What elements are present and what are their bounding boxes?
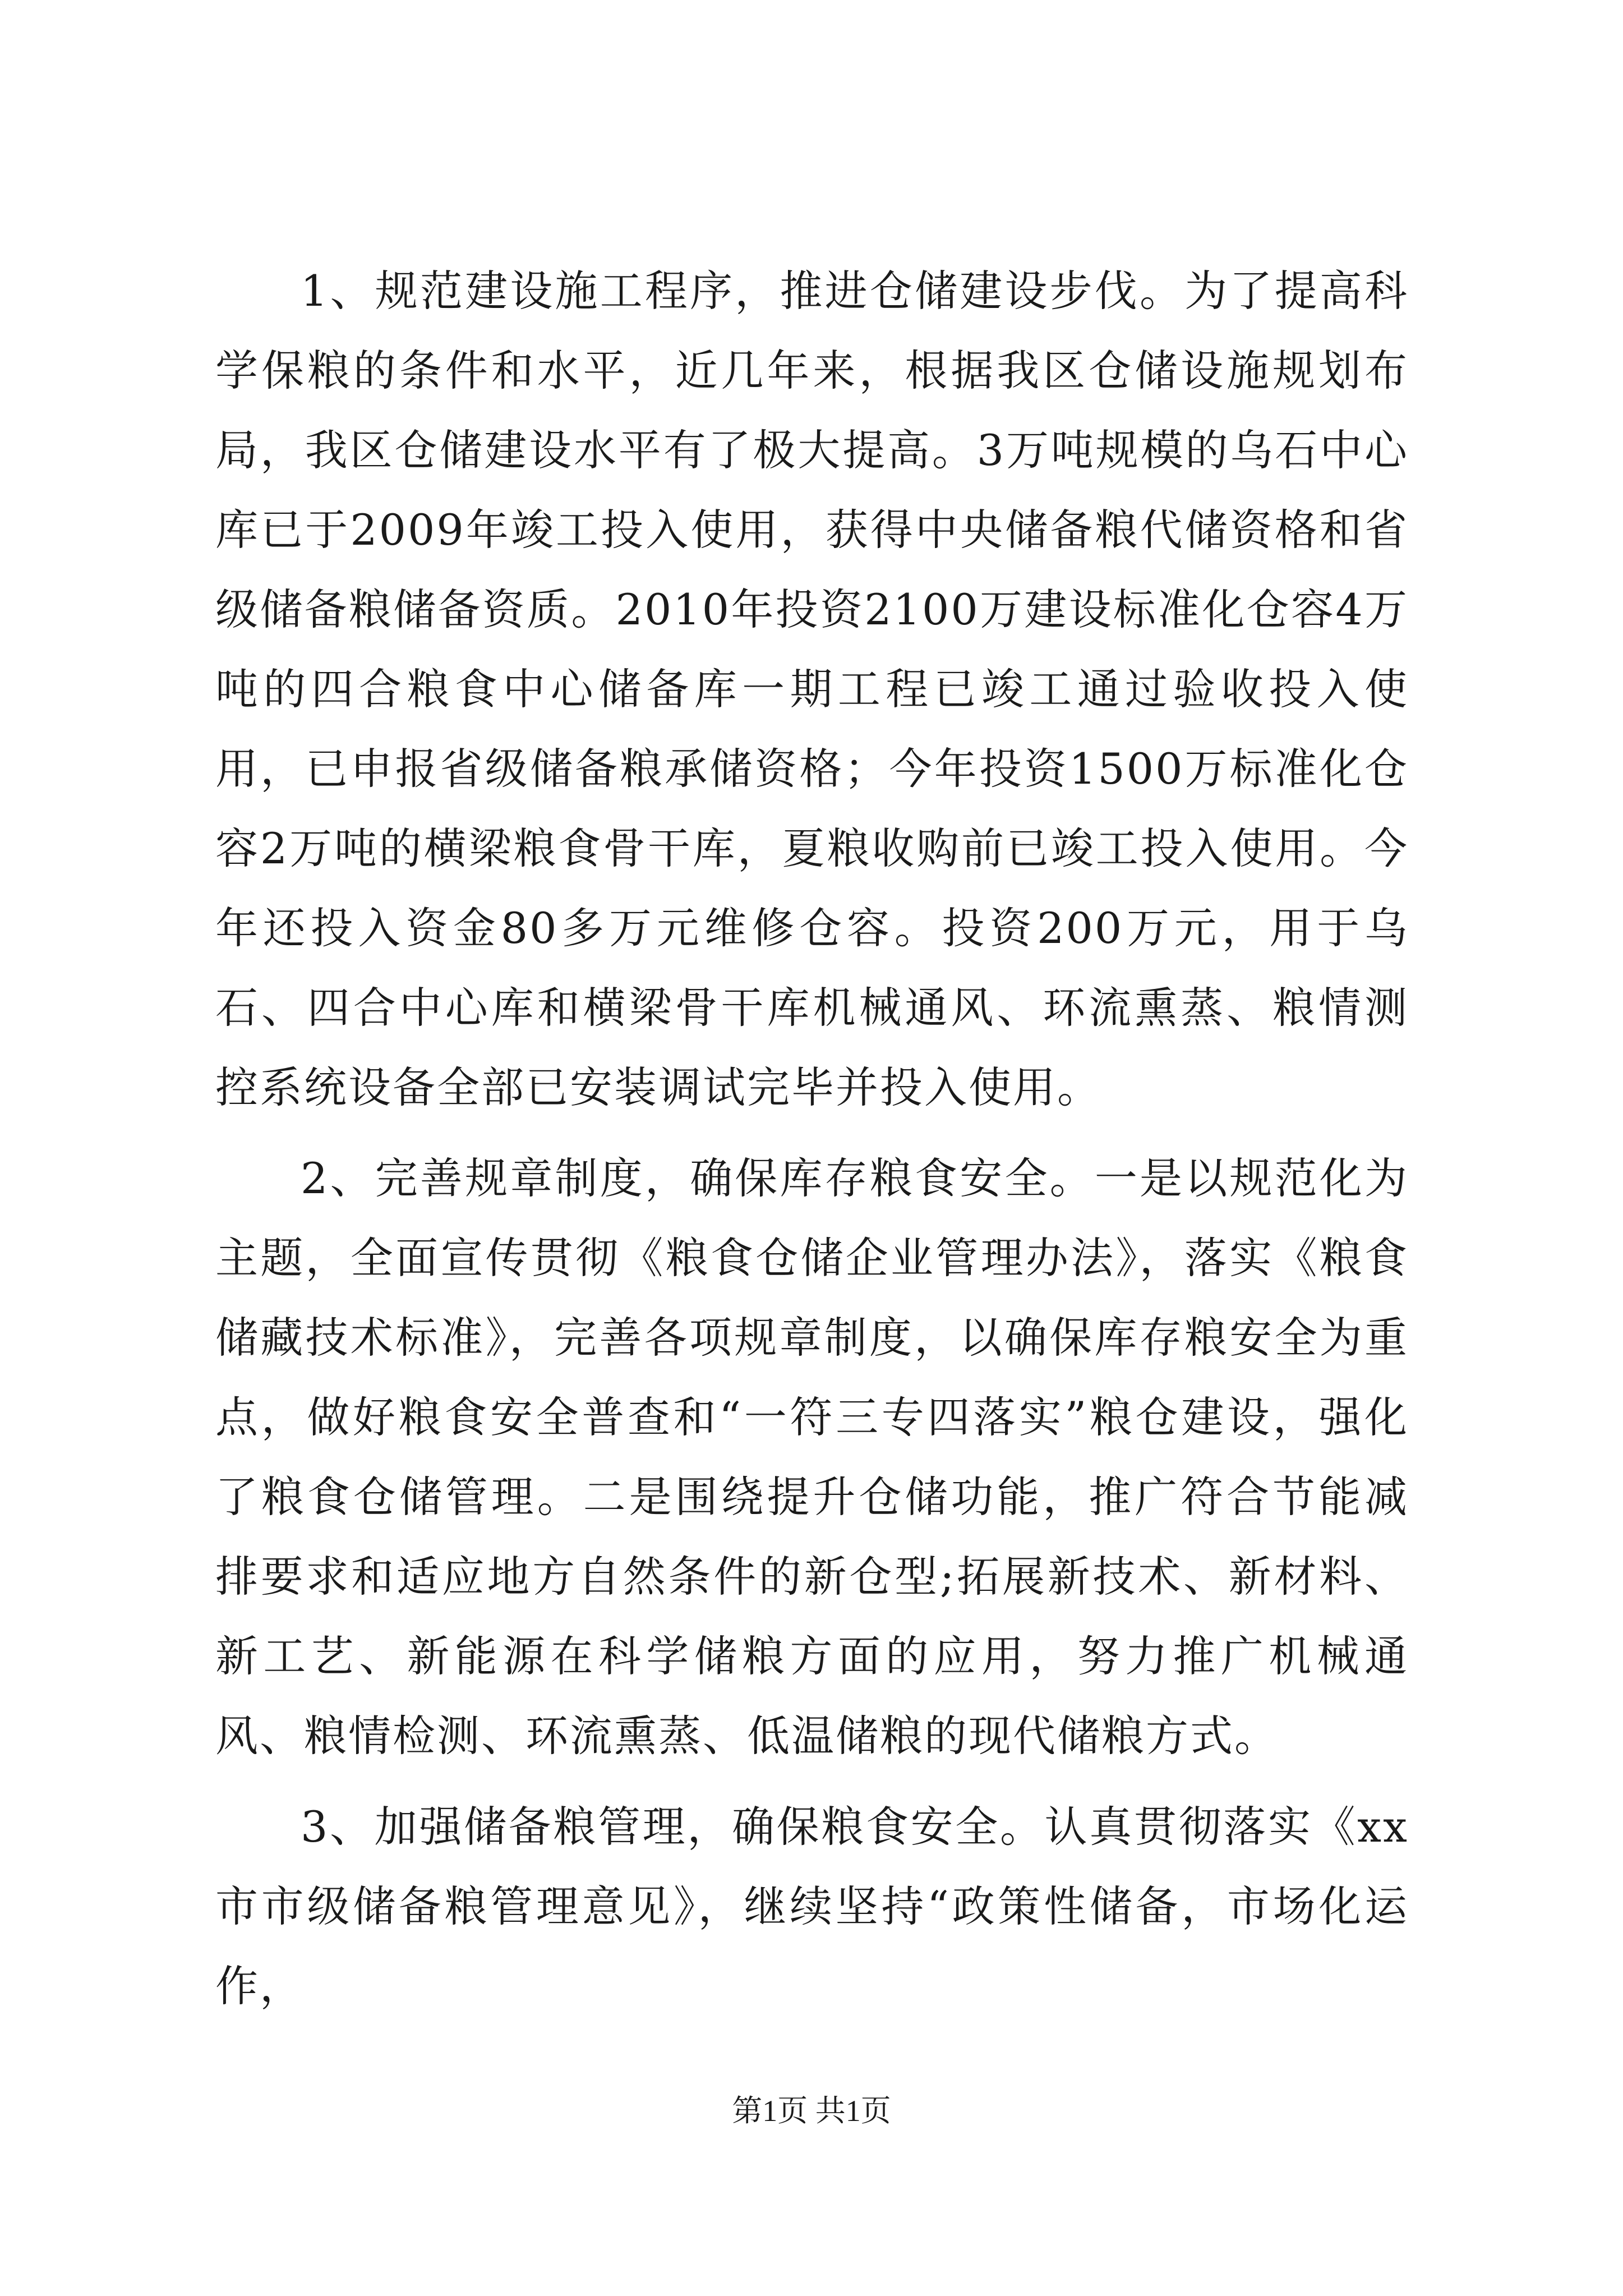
page-number-footer: 第1页 共1页 [732,2094,891,2128]
paragraph-1: 1、规范建设施工程序，推进仓储建设步伐。为了提高科学保粮的条件和水平，近几年来，根据我区仓储设施规划布局，我区仓储建设水平有了极大提高。3万吨规模的乌石中心库已于2009年竣工投入使用，获得中央储备粮代储资格和省级储备粮储备资质。2010年投资2100万建设标准化仓容4万吨的四合粮食中心储备库一期工程已竣工通过验收投入使用，已申报省级储备粮承储资格；今年投资1500万标准化仓容2万吨的横梁粮食骨干库，夏粮收购前已竣工投入使用。今年还投入资金80多万元维修仓容。投资200万元，用于乌石、四合中心库和横梁骨干库机械通风、环流熏蒸、粮情测控系统设备全部已安装调试完毕并投入使用。 [215,266,1409,1112]
paragraph-3: 3、加强储备粮管理，确保粮食安全。认真贯彻落实《xx市市级储备粮管理意见》，继续坚持“政策性储备，市场化运作， [215,1802,1409,2011]
paragraph-2: 2、完善规章制度，确保库存粮食安全。一是以规范化为主题，全面宣传贯彻《粮食仓储企业管理办法》，落实《粮食储藏技术标准》，完善各项规章制度，以确保库存粮安全为重点，做好粮食安全普查和“一符三专四落实”粮仓建设，强化了粮食仓储管理。二是围绕提升仓储功能，推广符合节能减排要求和适应地方自然条件的新仓型;拓展新技术、新材料、新工艺、新能源在科学储粮方面的应用，努力推广机械通风、粮情检测、环流熏蒸、低温储粮的现代储粮方式。 [215,1153,1409,1761]
document-body [215,251,1409,2037]
